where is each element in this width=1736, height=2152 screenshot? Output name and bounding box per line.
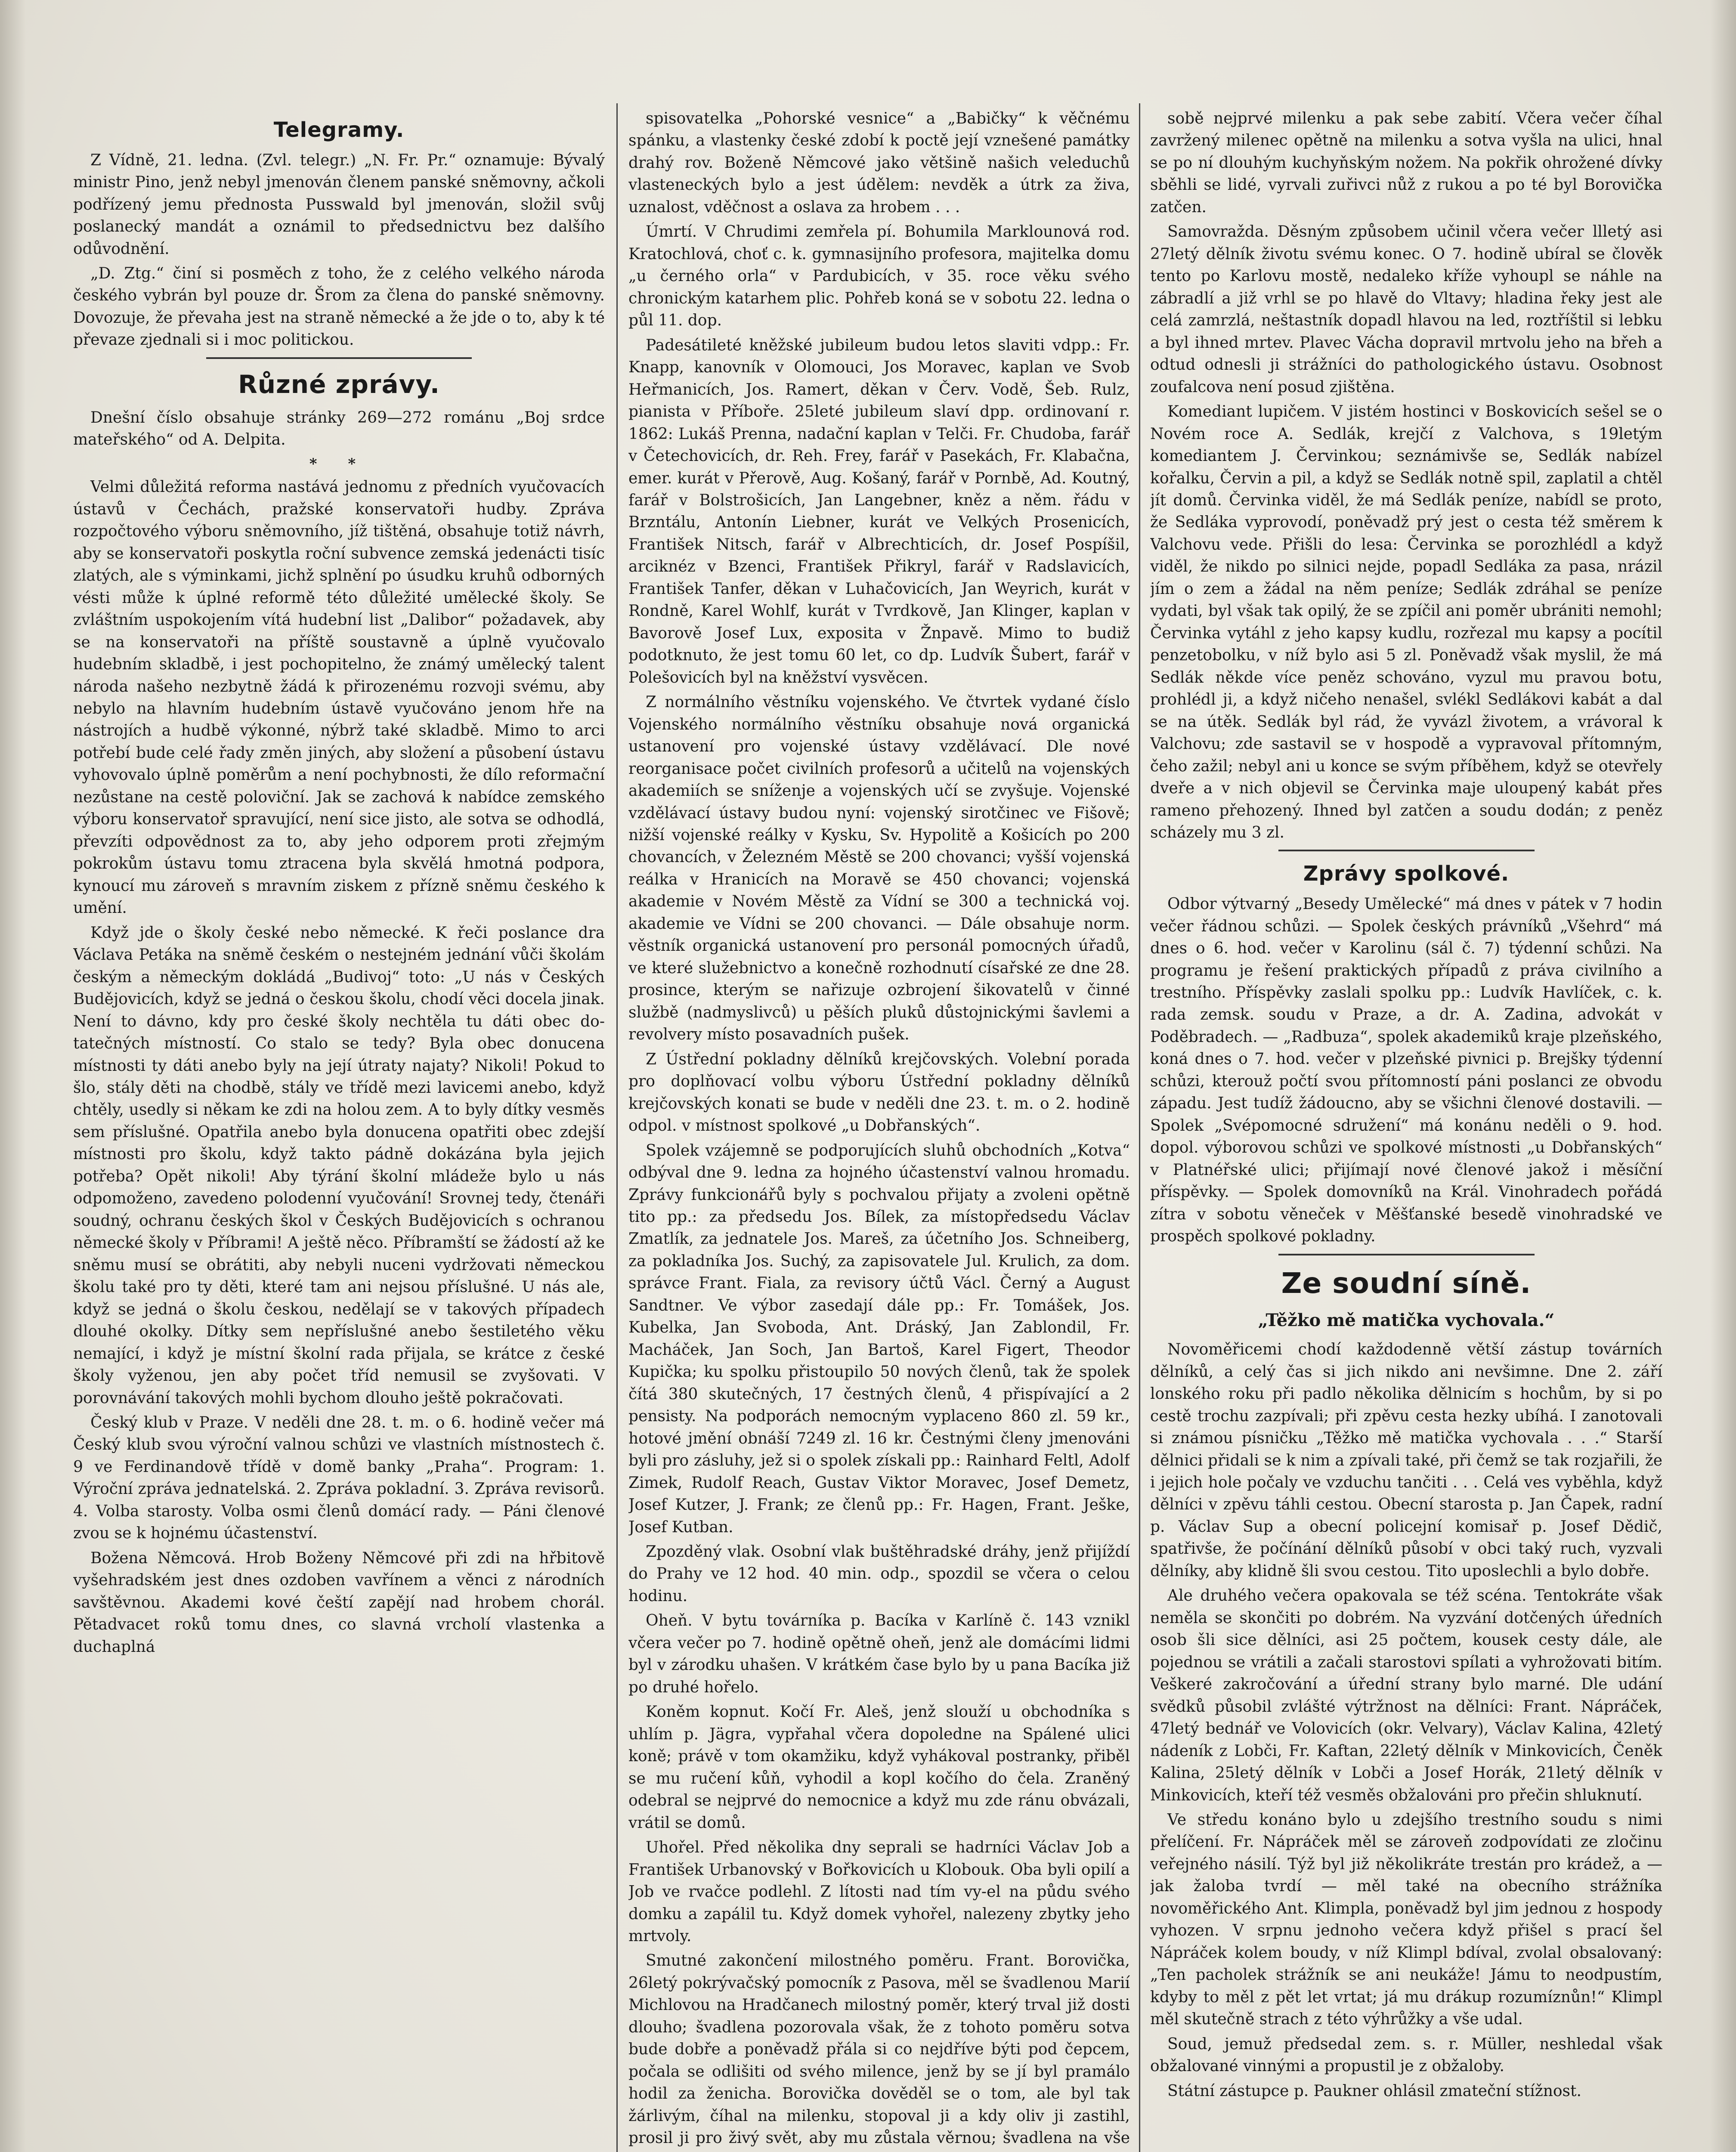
article-paragraph: Úmrtí. V Chrudimi zemřela pí. Bohumila Marklounová rod. Kratochlová, choť c. k. gymnasijního profesora, majitelka domu „u černého orla“ v Pardubicích, v 35. roce věku svého chronickým katarhem plic. Pohřeb koná se v sobotu 22. ledna o půl 11. dop. xyxy=(628,223,1130,330)
article-paragraph: Z normálního věstníku vojenského. Ve čtvrtek vydané číslo Vojenského normálního věstníku obsahuje nová organická ustanovení pro vojenské ústavy vzdělávací. Dle nové reorganisace počet civilních profesorů a učitelů na vojenských akademiích se sníženje a vojenských učí se zvyšuje. Vojenské vzdělávací ústavy budou nyní: vojenský sirotčinec ve Fišově; nižší vojenské reálky v Kysku, Sv. Hypolitě a Košicích po 200 chovancích, v Železném Městě se 200 chovanci; vyšší vojenská reálka v Hranicích na Moravě se 450 chovanci; vojenská akademie v Novém Městě za Vídní se 300 a technická voj. akademie ve Vídni se 200 chovanci. — Dále obsahuje norm. věstník organická ustanovení pro personál pomocných úřadů, ve které služebnictvo a konečně rozhodnutí císařské ze dne 28. prosince, kterým se nařizuje ozbrojení šikovatelů v činné službě (nadmyslivců) u pěších pluků důstojnickými šavlemi a revolvery místo posavadních pušek. xyxy=(628,693,1130,1044)
article-paragraph: Ve středu konáno bylo u zdejšího trestního soudu s nimi přelíčení. Fr. Nápráček měl se zároveň zodpovídati ze zločinu veřejného násilí. Týž byl již několikráte trestán pro krádež, a — jak žaloba tvrdí — měl také na obecního strážníka novoměřického Ant. Klimpla, poněvadž byl jim jednou z hospody vyhozen. V srpnu jednoho večera když přišel s prací šel Nápráček kolem boudy, v níž Klimpl bdíval, zvolal obsalovaný: „Ten pacholek strážník se ani neukáže! Jámu to neodpustím, kdyby to měl z pět let vrtat; já mu drákup rozumíznůn!“ Klimpl měl skutečně strach z této výhrůžky a vše udal. xyxy=(1150,1811,1662,2028)
article-paragraph: Soud, jemuž předsedal zem. s. r. Müller, neshledal však obžalované vinnými a propustil je z obžaloby. xyxy=(1150,2035,1662,2075)
column-divider xyxy=(616,103,618,2152)
article-paragraph: Z Ústřední pokladny dělníků krejčovských. Volební porada pro doplňovací volbu výboru Ústřední pokladny dělníků krejčovských konati se bude v neděli dne 23. t. m. o 2. hodině odpol. v místnost spolkové „u Dobřanských“. xyxy=(628,1050,1130,1135)
article-paragraph: Koněm kopnut. Kočí Fr. Aleš, jenž slouží u obchodníka s uhlím p. Jägra, vypřahal včera dopoledne na Spálené ulici koně; právě v tom okamžiku, když vyhákoval postranky, přiběl se mu ručení kůň, vyhodil a kopl kočího do čela. Zraněný odebral se nejprvé do nemocnice a když mu zde ránu obvázali, vrátil se domů. xyxy=(628,1703,1130,1832)
column-2 xyxy=(628,108,1130,2152)
page-edge-shadow xyxy=(1710,0,1736,2152)
column-1 xyxy=(73,108,605,2152)
article-paragraph: Novoměřicemi chodí každodenně větší zástup továrních dělníků, a celý čas si jich nikdo ani nevšimne. Dne 2. září lonského roku při padlo několika dělnicím s hochům, by si po cestě trochu zazpívali; při zpěvu cesta hezky ubíhá. I zanotovali si známou písničku „Těžko mě matička vychovala . . .“ Starší dělnici přidali se k nim a zpívali také, při čemž se tak rozjařili, že i jejich hole počaly ve vzduchu tančiti . . . Celá ves vyběhla, když dělníci v zpěvu táhli cestou. Obecní starosta p. Jan Čapek, radní p. Václav Sup a obecní policejní komisař p. Josef Dědič, spatřivše, že počínání dělníků působí v obci taký ruch, vyzvali dělníky, aby klidně šli svou cestou. Tito uposlechli a bylo dobře. xyxy=(1150,1341,1662,1580)
section-title-ze-soudni-sine: Ze soudní síně. xyxy=(1281,1266,1532,1300)
article-paragraph: Ale druhého večera opakovala se též scéna. Tentokráte však neměla se skončiti po dobrém. Na vyzvání dotčených úředních osob šli sice dělníci, asi 25 počtem, kousek cesty dále, ale pojednou se vrátili a začali starostovi spílati a vyhrožovati bitím. Veškeré zakročování a úřední strany bylo marné. Dle udání svědků působil zvlášté výtržnost na dělníci: Frant. Nápráček, 47letý bednář ve Volovicích (okr. Velvary), Václav Kalina, 42letý nádeník z Lobči, Fr. Kaftan, 22letý dělník v Minkovicích, Čeněk Kalina, 25letý dělník v Lobči a Josef Horák, 21letý dělník v Minkovicích, kteří též vesměs obžalováni pro přečin shluknutí. xyxy=(1150,1587,1662,1804)
article-paragraph: Velmi důležitá reforma nastává jednomu z předních vyučovacích ústavů v Čechách, pražské konservatoři hudby. Zpráva rozpočtového výboru sněmovního, jíž tištěná, obsahuje totiž návrh, aby se konservatoři poskytla roční subvence zemská jedenácti tisíc zlatých, ale s výminkami, jichž splnění po úsudku kruhů odborných vésti může k úplné reformě této důležité umělecké školy. Se zvláštním uspokojením vítá hudební list „Dalibor“ požadavek, aby se na konservatoři na příště soustavně a úplně vyučovalo hudebním skladbě, i jest pochopitelno, že známý umělecký talent národa našeho nezbytně žádá k přirozenému rozvoji svému, aby nebylo na hlavním hudebním ústavě vyučováno jenom hře na nástrojích a hudbě výkonné, nýbrž také skladbě. Mimo to arci potřebí bude celé řady změn jiných, aby složení a působení ústavu vyhovovalo úplně poměrům a není pochybnosti, že dílo reformační nezůstane na cestě poloviční. Jak se zachová k nabídce zemského výboru konservatoř spravující, není sice jisto, ale sotva se odhodlá, převzíti odpovědnost za to, aby jeho odporem proti zřejmým pokrokům ústavu tomu ztracena byla skvělá hmotná podpora, kynoucí mu zároveň s mravním ziskem z přízně sněmu českého k umění. xyxy=(73,478,605,917)
section-divider xyxy=(206,357,472,359)
asterisk-separator: * * xyxy=(309,455,369,473)
article-paragraph: Zpozděný vlak. Osobní vlak buštěhradské dráhy, jenž přijíždí do Prahy ve 12 hod. 40 min. odp., spozdil se včera o celou hodinu. xyxy=(628,1543,1130,1605)
section-title-telegrams: Telegramy. xyxy=(273,118,405,142)
article-subtitle: „Těžko mě matička vychovala.“ xyxy=(1258,1310,1555,1330)
article-paragraph: Uhořel. Před několika dny seprali se hadrníci Václav Job a František Urbanovský v Bořkovicích u Klobouk. Oba byli opilí a Job ve rvačce podlehl. Z lítosti nad tím vy-el na půdu svého domku a zapálil tu. Když domek vyhořel, nalezeny zbytky jeho mrtvoly. xyxy=(628,1839,1130,1945)
article-paragraph: spisovatelka „Pohorské vesnice“ a „Babičky“ k věčnému spánku, a vlastenky české zdobí k poctě její vznešené památky drahý rov. Boženě Němcové jako většině našich veleduchů vlasteneckých bylo a jest údělem: nevděk a útrk za živa, uznalost, vděčnost a oslava za hrobem . . . xyxy=(628,110,1130,216)
article-paragraph: Komediant lupičem. V jistém hostinci v Boskovicích sešel se o Novém roce A. Sedlák, krejčí z Valchova, s 19letým komediantem J. Červinkou; seznámivše se, Sedlák nabízel kořalku, Červin a pil, a když se Sedlák notně spil, zaplatil a chtěl jít domů. Červinka viděl, že má Sedlák peníze, nabídl se proto, že Sedláka vyprovodí, poněvadž prý jest o cesta též směrem k Valchovu vede. Přišli do lesa: Červinka se porozhlédl a když viděl, že nikdo po silnici nejde, popadl Sedláka za pasa, nrázil jím o zem a žádal na něm peníze; Sedlák zdráhal se peníze vydati, byl však tak opilý, že se zpíčil ani poměr ubrániti nemohl; Červinka vytáhl z jeho kapsy kudlu, rozřezal mu kapsy a pocítil penzetobolku, v níž bylo asi 5 zl. Poněvadž však myslil, že má Sedlák někde více peněz schováno, vyzul mu pravou botu, prohlédl ji, a když ničeho nenašel, svlékl Sedlákovi kabát a dal se na útěk. Sedlák byl rád, že vyvázl životem, a vrávoral k Valchovu; zde sastavil se v hospodě a vypravoval přítomným, čeho zažil; nebyl ani u konce se svým příběhem, když se otevřely dveře a v nich objevil se Červinka maje uloupený kabát přes rameno přehozený. Ihned byl zatčen a soudu dodán; z peněz scházely mu 3 zl. xyxy=(1150,403,1662,841)
article-paragraph: Oheň. V bytu továrníka p. Bacíka v Karlíně č. 143 vznikl včera večer po 7. hodině opětně oheň, jenž ale domácími lidmi byl v zárodku uhašen. V krátkém čase bylo by u pana Bacíka již po druhé hořelo. xyxy=(628,1612,1130,1696)
article-paragraph: Z Vídně, 21. ledna. (Zvl. telegr.) „N. Fr. Pr.“ oznamuje: Bývalý ministr Pino, jenž nebyl jmenován členem panské sněmovny, ačkoli podřízený jemu přednosta Pusswald byl jmenován, složil svůj poslanecký mandát a oznámil to předsednictvu bez dalšího odůvodnění. xyxy=(73,151,605,258)
article-paragraph: Padesátileté kněžské jubileum budou letos slaviti vdpp.: Fr. Knapp, kanovník v Olomouci, Jos Moravec, kaplan ve Svob Heřmanicích, Jos. Ramert, děkan v Červ. Vodě, Šeb. Rulz, pianista v Příboře. 25leté jubileum slaví dpp. ordinovaní r. 1862: Lukáš Prenna, nadační kaplan v Telči. Fr. Chudoba, farář v Četechovicích, dr. Reh. Frey, farář v Pasekách, Fr. Klabačna, emer. kurát v Přerově, Aug. Košaný, farář v Pornbě, Ad. Koutný, farář v Bolstrošicích, Jan Langebner, kněz a něm. řádu v Brzntálu, Antonín Liebner, kurát ve Velkých Prosenicích, František Nitsch, farář v Albrechticích, dr. Josef Pospíšil, arciknéz v Bzenci, František Přikryl, farář v Radslavicích, František Tanfer, děkan v Luhačovicích, Jan Weyrich, kurát v Rondně, Karel Wohlf, kurát v Tvrdkově, Jan Klinger, kaplan v Bavorově Josef Lux, exposita v Žnpavě. Mimo to budiž podotknuto, že jest tomu 60 let, co dp. Ludvík Šubert, farář v Polešovicích byl na kněžství vysvěcen. xyxy=(628,336,1130,686)
article-paragraph: Když jde o školy české nebo německé. K řeči poslance dra Václava Petáka na sněmě českém o nestejném jednání vůči školám českým a německým dokládá „Budivoj“ toto: „U nás v Českých Budějovicích, když se jedná o českou školu, chodí věci docela jinak. Není to dávno, kdy pro české školy nechtěla tu dáti obec do-tatečných místností. Co stalo se tedy? Byla obec donucena místnosti ty dáti anebo byly na její útraty najaty? Nikoli! Pokud to šlo, stály děti na chodbě, stály ve třídě mezi lavicemi anebo, když chtěly, usedly si někam ke zdi na holou zem. A to byly dítky vesměs sem příslušné. Opatřila anebo byla donucena opatřiti obec zdejší místnosti pro školu, když takto pádně dokázána byla jejich potřeba? Opět nikoli! Aby týrání školní mládeže bylo u nás odpomoženo, zavedeno polodenní vyučování! Srovnej tedy, čtenáři soudný, ochranu českých škol v Českých Budějovicích s ochranou německé školy v Příbrami! A ještě něco. Příbramští se žádostí až ke sněmu musí se obrátiti, aby nebyli nuceni vydržovati německou školu také pro ty děti, které tam ani nejsou příslušné. U nás ale, když se jedná o školu českou, nedělají se v takových případech dlouhé okolky. Dítky sem nepříslušné anebo šestiletého věku nemající, i když je místní školní rada přijala, se krátce z české školy vyženou, jen aby počet tříd nemusil se zvyšovati. V porovnávání takových mohli bychom dlouho ještě pokračovati. xyxy=(73,924,605,1407)
article-paragraph: Dnešní číslo obsahuje stránky 269—272 románu „Boj srdce mateřského“ od A. Delpita. xyxy=(73,408,605,449)
article-paragraph: Samovražda. Děsným způsobem učinil včera večer llletý asi 27letý dělník životu svému konec. O 7. hodině ubíral se člověk tento po Karlovu mostě, nedaleko kříže vyhoupl se náhle na zábradlí a již vrhl se po hlavě do Vltavy; hladina řeky jest ale celá zamrzlá, neštastník dopadl hlavou na led, roztříštil si lebku a byl ihned mrtev. Plavec Vácha dopravil mrtvolu jeho na břeh a odtud odnesli ji strážníci do pathologického ústavu. Osobnost zoufalcova není posud zjištěna. xyxy=(1150,223,1662,396)
column-divider xyxy=(1139,103,1140,2152)
page-edge-shadow xyxy=(0,0,26,2152)
article-paragraph: „D. Ztg.“ činí si posměch z toho, že z celého velkého národa českého vybrán byl pouze dr. Šrom za člena do panské sněmovny. Dovozuje, že převaha jest na straně německé a že jde o to, aby k té převaze zjednali si i moc politickou. xyxy=(73,264,605,349)
article-paragraph: Český klub v Praze. V neděli dne 28. t. m. o 6. hodině večer má Český klub svou výroční valnou schůzi ve vlastních místnostech č. 9 ve Ferdinandově třídě v domě banky „Praha“. Program: 1. Výroční zpráva jednatelská. 2. Zpráva pokladní. 3. Zpráva revisorů. 4. Volba starosty. Volba osmi členů domácí rady. — Páni členové zvou se k hojnému účastenství. xyxy=(73,1414,605,1543)
article-paragraph: sobě nejprvé milenku a pak sebe zabití. Včera večer číhal zavržený milenec opětně na milenku a sotva vyšla na ulici, hnal se po ní dlouhým kuchyňským nožem. Na pokřik ohrožené dívky sběhli se lidé, vyrvali zuřivci nůž z rukou a po té byl Borovička zatčen. xyxy=(1150,110,1662,216)
article-paragraph: Odbor výtvarný „Besedy Umělecké“ má dnes v pátek v 7 hodin večer řádnou schůzi. — Spolek českých právníků „Všehrd“ má dnes o 6. hod. večer v Karolinu (sál č. 7) týdenní schůzi. Na programu je řešení praktických případů z práva civilního a trestního. Příspěvky zaslali spolku pp.: Ludvík Havlíček, c. k. rada zemsk. soudu v Praze, a dr. A. Zadina, advokát v Poděbradech. — „Radbuza“, spolek akademiků kraje plzeňského, koná dnes o 7. hod. večer v plzeňské pivnici p. Brejšky týdenní schůzi, kterouž počtí svou přítomností páni poslanci ze obvodu západu. Jest tudíž žádoucno, aby se všichni členové dostavili. — Spolek „Svépomocné sdružení“ má konánu neděli o 9. hod. dopol. výborovou schůzi ve spolkové místnosti „u Dobřanských“ v Platnéřské ulici; přijímají nové členové jakož i měsíční příspěvky. — Spolek domovníků na Král. Vinohradech pořádá zítra v sobotu věneček v Měšťanské besedě vinohradské ve prospěch spolkové pokladny. xyxy=(1150,895,1662,1246)
article-paragraph: Smutné zakončení milostného poměru. Frant. Borovička, 26letý pokrývačský pomocník z Pasova, měl se švadlenou Marií Michlovou na Hradčanech milostný poměr, který trval již dosti dlouho; švadlena pozorovala však, že z tohoto poměru sotva bude dobře a poněvadž přála si co nejdříve býti pod čepcem, počala se odlišiti od svého milence, jenž by se jí byl pramálo hodil za ženicha. Borovička dověděl se o tom, ale byl tak žárlivým, číhal na milenku, stopoval ji a kdy oliv ji zastihl, prosil ji pro živý svět, aby mu zůstala věrnou; švadlena na vše xyxy=(628,1952,1130,2147)
article-paragraph: Státní zástupce p. Paukner ohlásil zmateční stížnost. xyxy=(1167,2082,1581,2100)
article-paragraph: Božena Němcová. Hrob Boženy Němcové při zdi na hřbitově vyšehradském jest dnes ozdoben vavřínem a věnci z národních savštěvnou. Akademi kové čeští zapějí nad hrobem chorál. Pětadvacet roků tomu dnes, co slavná vrcholí vlastenka a duchaplná xyxy=(73,1549,605,1656)
article-paragraph: Spolek vzájemně se podporujících sluhů obchodních „Kotva“ odbýval dne 9. ledna za hojného účastenství valnou hromadu. Zprávy funkcionářů byly s pochvalou přijaty a zvoleni opětně tito pp.: za předsedu Jos. Bílek, za místopředsedu Václav Zmatlík, za jednatele Jos. Mareš, za účetního Jos. Schneiberg, za pokladníka Jos. Suchý, za zapisovatele Jul. Krulich, za dom. správce Frant. Fiala, za revisory účtů Václ. Černý a August Sandtner. Ve výbor zasedají dále pp.: Fr. Tomášek, Jos. Kubelka, Jan Svoboda, Ant. Dráský, Jan Zablondil, Fr. Macháček, Jan Soch, Jan Bartoš, Karel Figert, Theodor Kupička; ku spolku přistoupilo 50 nových členů, tak že spolek čítá 380 skutečných, 17 čestných členů, 4 přispívající a 2 pensisty. Na podporách nemocným vyplaceno 860 zl. 59 kr., hotové jmění obnáší 7249 zl. 16 kr. Čestnými členy jmenováni byli pro zásluhy, jež si o spolek získali pp.: Rainhard Feltl, Adolf Zimek, Rudolf Reach, Gustav Viktor Moravec, Josef Demetz, Josef Kutzer, J. Frank; ze členů pp.: Fr. Hagen, Frant. Ješke, Josef Kutban. xyxy=(628,1141,1130,1536)
section-title-ruzne-zpravy: Různé zprávy. xyxy=(238,369,440,399)
section-divider xyxy=(1278,850,1535,851)
section-title-zpravy-spolkove: Zprávy spolkové. xyxy=(1303,862,1510,886)
section-divider xyxy=(1278,1254,1535,1255)
column-3 xyxy=(1150,108,1662,2152)
